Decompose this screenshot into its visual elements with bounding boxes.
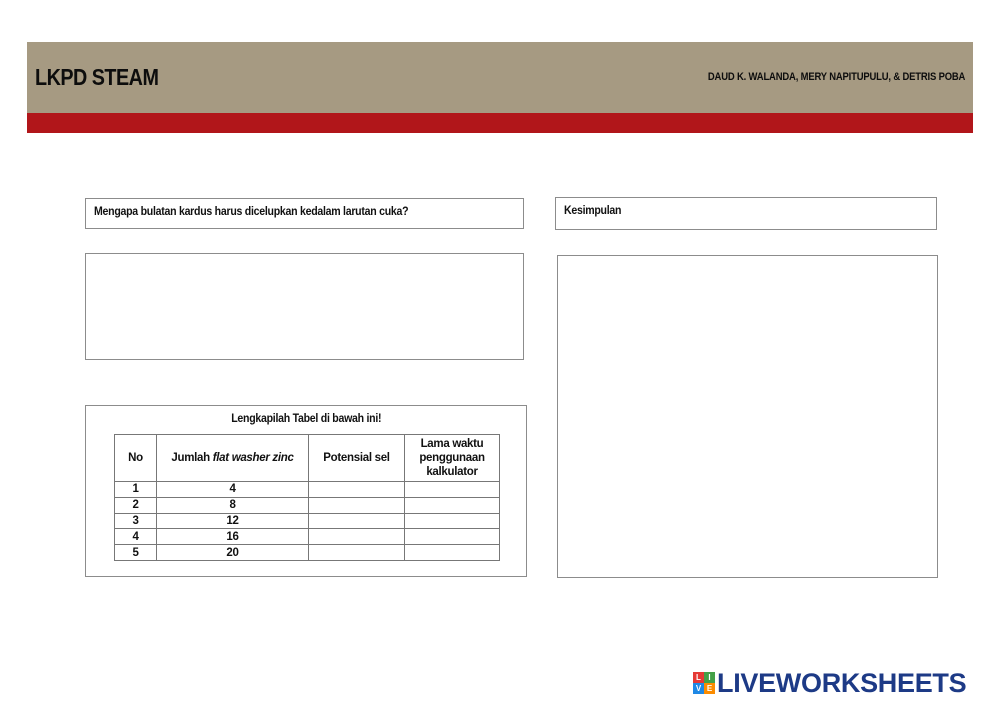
cell-jumlah: 20 (157, 545, 309, 561)
table-instruction: Lengkapilah Tabel di bawah ini! (230, 411, 382, 425)
liveworksheets-logo-icon: L I V E (693, 672, 715, 694)
cell-potensial-input[interactable] (309, 513, 405, 529)
cell-jumlah: 12 (157, 513, 309, 529)
conclusion-label: Kesimpulan (564, 203, 622, 217)
cell-jumlah: 4 (157, 482, 309, 498)
worksheet-authors: DAUD K. WALANDA, MERY NAPITUPULU, & DETRIS POBA (707, 71, 965, 83)
cell-no: 3 (115, 513, 157, 529)
cell-potensial-input[interactable] (309, 497, 405, 513)
cell-lama-input[interactable] (405, 513, 500, 529)
worksheet-title: LKPD STEAM (35, 64, 159, 90)
table-row (115, 497, 500, 513)
cell-no: 4 (115, 529, 157, 545)
conclusion-answer-box[interactable] (557, 255, 938, 578)
cell-lama-input[interactable] (405, 497, 500, 513)
data-table (114, 434, 500, 561)
cell-no: 2 (115, 497, 157, 513)
conclusion-label-box (555, 197, 937, 230)
cell-no: 5 (115, 545, 157, 561)
liveworksheets-wordmark: LIVEWORKSHEETS (717, 667, 967, 698)
question-answer-box[interactable] (85, 253, 524, 360)
header-jumlah: Jumlah flat washer zinc (157, 435, 309, 482)
cell-no: 1 (115, 482, 157, 498)
table-row (115, 482, 500, 498)
table-row (115, 529, 500, 545)
header-potensial: Potensial sel (309, 435, 405, 482)
cell-jumlah: 16 (157, 529, 309, 545)
cell-lama-input[interactable] (405, 545, 500, 561)
question-label: Mengapa bulatan kardus harus dicelupkan kedalam larutan cuka? (94, 204, 409, 218)
table-section (85, 405, 527, 577)
cell-lama-input[interactable] (405, 529, 500, 545)
cell-potensial-input[interactable] (309, 482, 405, 498)
cell-potensial-input[interactable] (309, 545, 405, 561)
table-header-row (115, 435, 500, 482)
table-row (115, 545, 500, 561)
header-lama: Lama waktu penggunaan kalkulator (405, 435, 500, 482)
cell-jumlah: 8 (157, 497, 309, 513)
table-row (115, 513, 500, 529)
header-accent-bar (27, 113, 973, 133)
question-label-box (85, 198, 524, 229)
cell-potensial-input[interactable] (309, 529, 405, 545)
header-no: No (115, 435, 157, 482)
liveworksheets-logo[interactable] (693, 668, 966, 698)
worksheet-header (27, 42, 973, 113)
cell-lama-input[interactable] (405, 482, 500, 498)
